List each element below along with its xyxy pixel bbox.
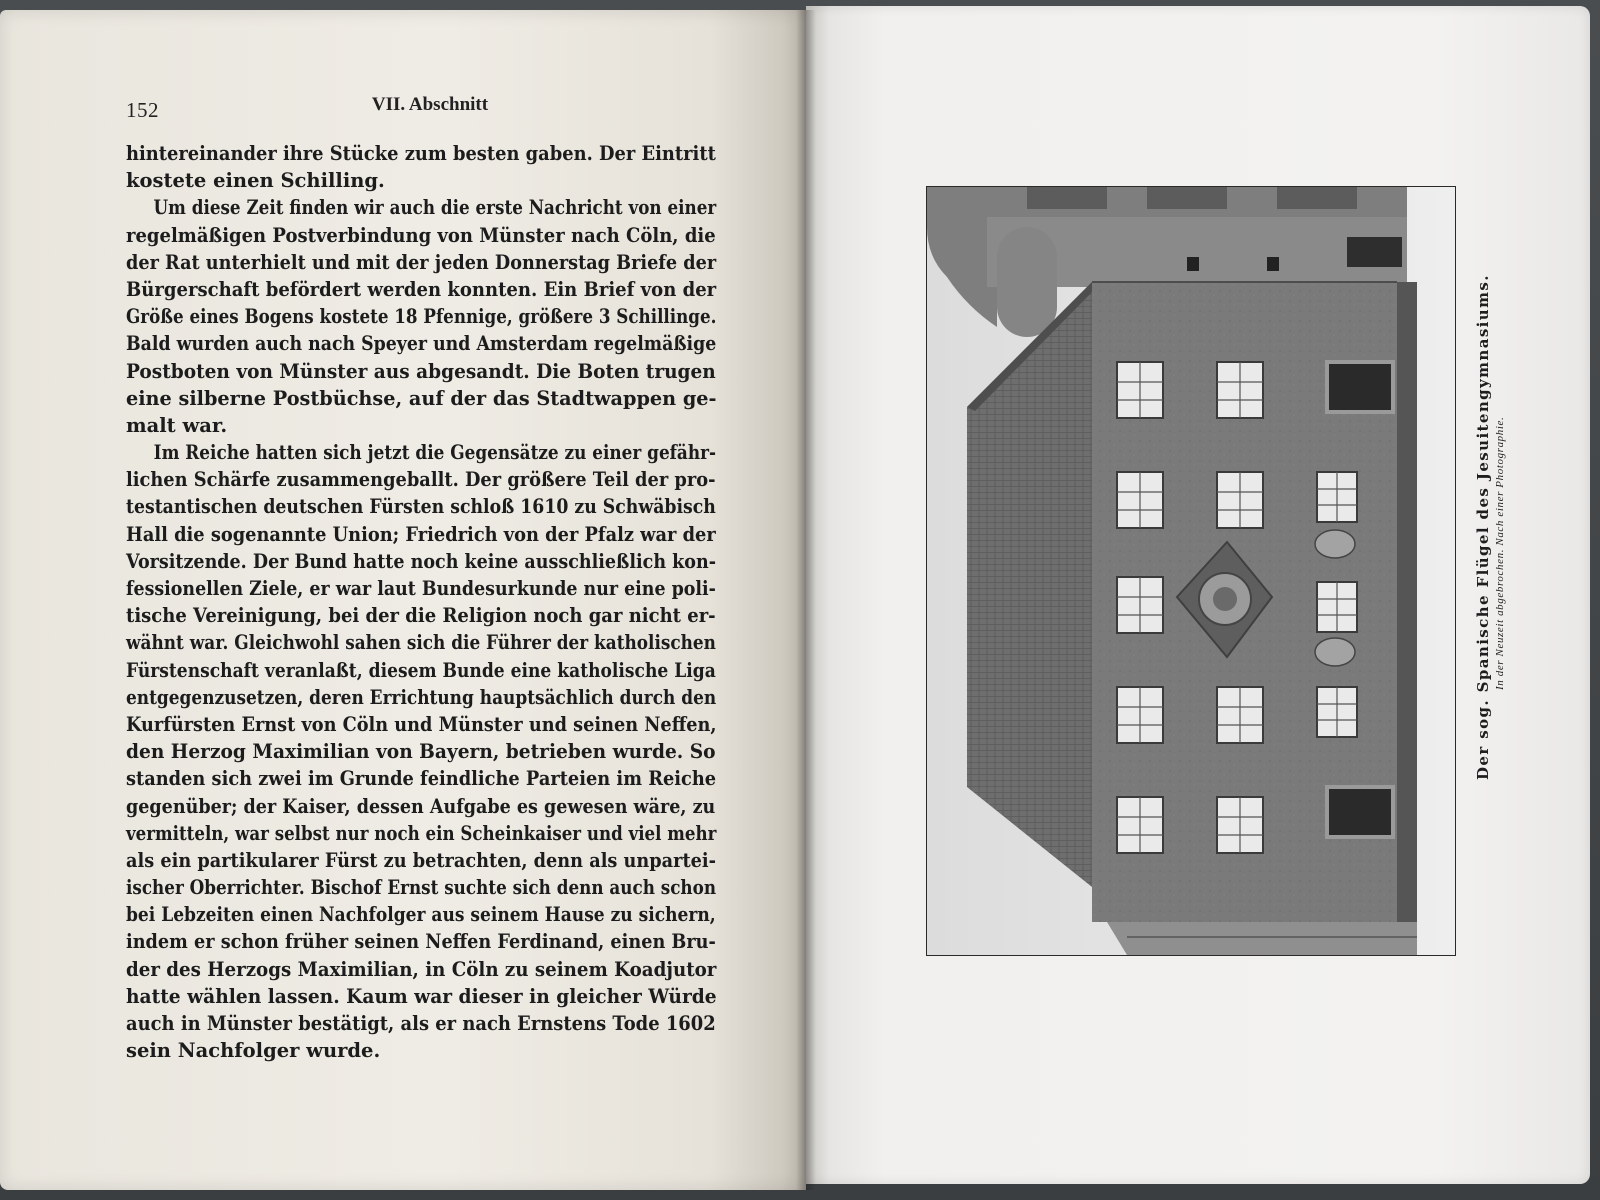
text-line: Um diese Zeit finden wir auch die erste Nachricht von einer (153, 196, 717, 220)
text-line: Bald wurden auch nach Speyer und Amsterdam regelmäßige (126, 332, 717, 356)
left-page (0, 10, 806, 1190)
text-line: testantischen deutschen Fürsten schloß 1610 zu Schwäbisch (126, 495, 716, 519)
text-line: indem er schon früher seinen Neffen Ferdinand, einen Bru- (126, 930, 716, 954)
caption-note: In der Neuzeit abgebrochen. Nach einer Photographie. (1494, 416, 1506, 690)
running-header: VII. Abschnitt (371, 94, 489, 115)
text-line: tische Vereinigung, bei der die Religion noch gar nicht er- (126, 604, 716, 628)
text-line: als ein partikularer Fürst zu betrachten, denn als unpartei- (126, 848, 717, 872)
text-line: bei Lebzeiten einen Nachfolger aus seinem Hause zu sichern, (126, 903, 716, 927)
text-line: Hall die sogenannte Union; Friedrich von der Pfalz war der (126, 522, 716, 546)
text-line: standen sich zwei im Grunde feindliche Parteien im Reiche (126, 767, 717, 791)
text-line: gegenüber; der Kaiser, dessen Aufgabe es gewesen wäre, zu (126, 794, 716, 818)
text-line: hatte wählen lassen. Kaum war dieser in gleicher Würde (126, 984, 717, 1008)
text-line: Im Reiche hatten sich jetzt die Gegensätze zu einer gefähr- (153, 441, 717, 465)
text-line: Postboten von Münster aus abgesandt. Die Boten trugen (126, 359, 716, 383)
text-line: Fürstenschaft veranlaßt, diesem Bunde eine katholische Liga (126, 658, 716, 682)
page-number: 152 (126, 98, 159, 122)
text-line: Vorsitzende. Der Bund hatte noch keine ausschließlich kon- (126, 549, 716, 573)
text-line: Größe eines Bogens kostete 18 Pfennige, größere 3 Schillinge. (126, 305, 717, 329)
text-line: ischer Oberrichter. Bischof Ernst suchte sich denn auch schon (126, 876, 717, 900)
text-line: auch in Münster bestätigt, als er nach Ernstens Tode 1602 (126, 1012, 716, 1035)
text-line: eine silberne Postbüchse, auf der das Stadtwappen ge- (126, 386, 717, 410)
text-line: fessionellen Ziele, er war laut Bundesurkunde nur eine poli- (126, 577, 716, 600)
text-line: wähnt war. Gleichwohl sahen sich die Führer der katholischen (126, 631, 716, 655)
text-line: Kurfürsten Ernst von Cöln und Münster und seinen Neffen, (126, 712, 717, 736)
building-illustration (927, 187, 1455, 955)
text-line: der des Herzogs Maximilian, in Cöln zu seinem Koadjutor (126, 957, 717, 981)
text-line: Bürgerschaft befördert werden konnten. Ein Brief von der (126, 277, 717, 301)
text-line: sein Nachfolger wurde. (126, 1039, 381, 1063)
plate-caption (1460, 190, 1520, 950)
caption-title: Der sog. Spanische Flügel des Jesuitengymnasiums. (1474, 274, 1492, 780)
text-line: der Rat unterhielt und mit der jeden Donnerstag Briefe der (126, 250, 717, 274)
text-line: den Herzog Maximilian von Bayern, betrieben wurde. So (126, 740, 716, 764)
building-photograph (926, 186, 1456, 956)
text-line: entgegenzusetzen, deren Errichtung hauptsächlich durch den (126, 685, 717, 709)
text-line: malt war. (126, 413, 228, 437)
body-text (126, 140, 716, 1064)
text-line: vermitteln, war selbst nur noch ein Scheinkaiser und viel mehr (126, 821, 717, 845)
text-line: regelmäßigen Postverbindung von Münster nach Cöln, die (126, 223, 716, 247)
text-line: lichen Schärfe zusammengeballt. Der größere Teil der pro- (126, 468, 716, 492)
text-line: hintereinander ihre Stücke zum besten gaben. Der Eintritt (126, 142, 716, 165)
text-line: kostete einen Schilling. (126, 169, 385, 193)
book-gutter (796, 10, 816, 1190)
